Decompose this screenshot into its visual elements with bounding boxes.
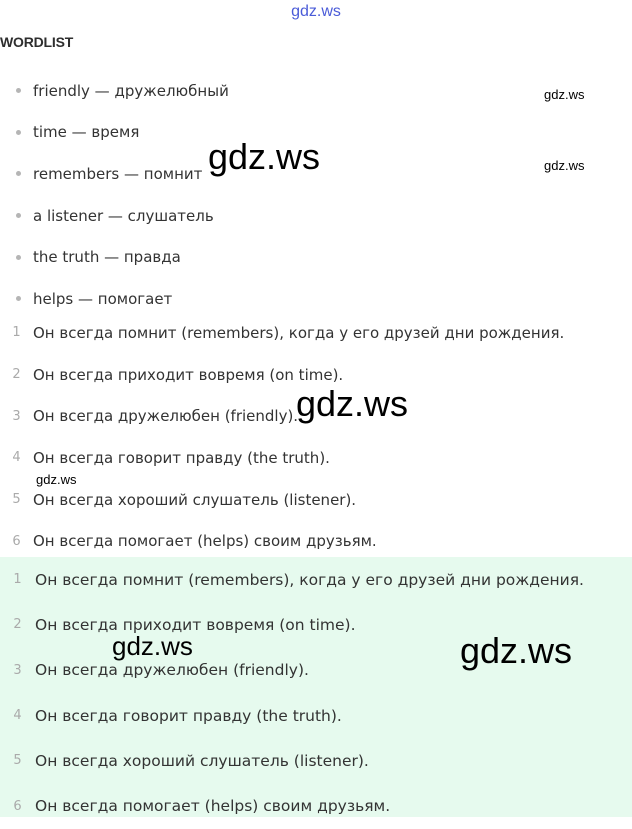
watermark: gdz.ws [112, 631, 193, 661]
wordlist-entry: remembers — помнит [33, 164, 203, 183]
bullet-icon [16, 171, 21, 176]
wordlist [0, 70, 229, 320]
sentence-text: Он всегда приходит вовремя (on time). [33, 365, 344, 384]
answer-text: Он всегда хороший слушатель (listener). [35, 751, 369, 770]
answer-panel [0, 557, 632, 817]
sentence-item [0, 354, 564, 396]
item-number: 6 [12, 533, 21, 549]
sentence-item [0, 437, 564, 479]
bullet-icon [16, 88, 21, 93]
wordlist-entry: the truth — правда [33, 248, 181, 267]
answer-item [0, 738, 584, 783]
watermark-top: gdz.ws [291, 3, 341, 20]
list-item [0, 236, 229, 278]
wordlist-entry: friendly — дружелюбный [33, 81, 229, 100]
sentence-item [0, 520, 564, 562]
answer-text: Он всегда дружелюбен (friendly). [35, 661, 309, 680]
answer-text: Он всегда приходит вовремя (on time). [35, 615, 356, 634]
item-number: 2 [12, 367, 21, 383]
sentence-item [0, 479, 564, 521]
bullet-icon [16, 213, 21, 218]
list-item [0, 70, 229, 112]
wordlist-entry: helps — помогает [33, 289, 173, 308]
answer-text: Он всегда говорит правду (the truth). [35, 706, 342, 725]
item-number: 2 [13, 617, 22, 633]
answer-item [0, 783, 584, 828]
answer-text: Он всегда помогает (helps) своим друзьям. [35, 797, 391, 816]
wordlist-entry: time — время [33, 123, 140, 142]
watermark: gdz.ws [296, 383, 409, 424]
sentence-item [0, 312, 564, 354]
sentence-text: Он всегда помнит (remembers), когда у его друзей дни рождения. [33, 323, 565, 342]
item-number: 3 [12, 408, 21, 424]
answer-item [0, 693, 584, 738]
page-title: WORDLIST [0, 34, 74, 50]
sentence-text: Он всегда говорит правду (the truth). [33, 448, 330, 467]
watermark: gdz.ws [36, 472, 77, 487]
sentence-list [0, 312, 564, 562]
answer-item [0, 557, 584, 602]
sentence-text: Он всегда помогает (helps) своим друзьям. [33, 532, 377, 551]
sentence-text: Он всегда дружелюбен (friendly). [33, 407, 299, 426]
watermark: gdz.ws [460, 630, 573, 671]
answer-text: Он всегда помнит (remembers), когда у его друзей дни рождения. [35, 570, 584, 589]
watermark: gdz.ws [208, 136, 321, 177]
list-item [0, 195, 229, 237]
sentence-text: Он всегда хороший слушатель (listener). [33, 490, 357, 509]
item-number: 4 [12, 450, 21, 466]
sentence-item [0, 395, 564, 437]
bullet-icon [16, 296, 21, 301]
list-item [0, 153, 229, 195]
watermark: gdz.ws [544, 87, 585, 102]
list-item [0, 112, 229, 154]
wordlist-entry: a listener — слушатель [33, 206, 214, 225]
item-number: 1 [12, 325, 21, 341]
bullet-icon [16, 255, 21, 260]
item-number: 3 [13, 662, 22, 678]
item-number: 1 [13, 572, 22, 588]
item-number: 6 [13, 798, 22, 814]
bullet-icon [16, 130, 21, 135]
item-number: 5 [13, 753, 22, 769]
item-number: 5 [12, 492, 21, 508]
watermark: gdz.ws [544, 158, 585, 173]
answer-list [0, 557, 584, 829]
item-number: 4 [13, 708, 22, 724]
